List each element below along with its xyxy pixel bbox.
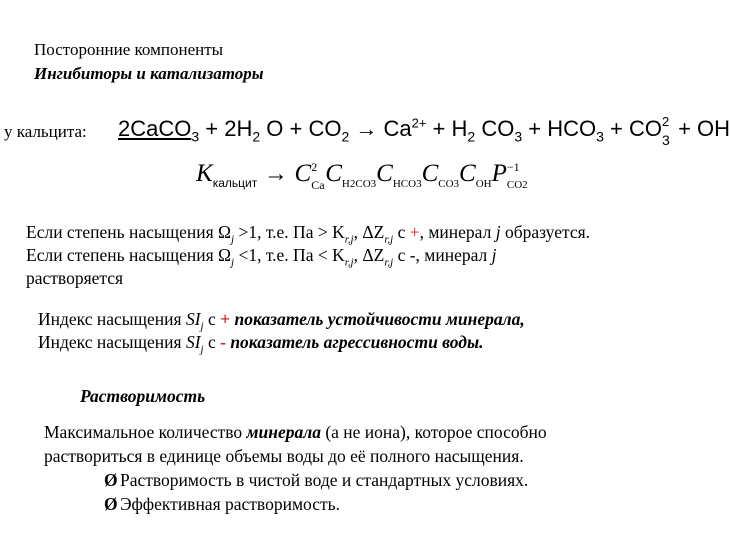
calcite-label: у кальцита: bbox=[4, 122, 87, 141]
index-line-negative: Индекс насыщения $SI_j$ с - показатель агрессивности воды. bbox=[38, 332, 484, 356]
header-line2: Ингибиторы и катализаторы bbox=[34, 64, 264, 83]
bullet-item-2: Ø Эффективная растворимость. bbox=[104, 494, 340, 514]
solubility-title: Растворимость bbox=[80, 386, 206, 406]
saturation-line3: растворяется bbox=[26, 268, 124, 288]
solubility-para-line2: раствориться в единице объемы воды до её полного насыщения. bbox=[44, 446, 524, 466]
solubility-para-line1: Максимальное количество минерала (а не иона), которое способно bbox=[44, 422, 547, 442]
k-expression: $K_{кальцит} \to C$ 2 Ca $C_{H2CO3}C_{HCO3}C_{CO3}C_{OH}P$ −1 CO2 bbox=[196, 160, 528, 192]
arrow-bullet-icon: Ø bbox=[104, 494, 118, 514]
saturation-line2: Если степень насыщения $\Omega_j <1$, т.е. Па < $K_{r,j}$, $\Delta Z_{r,j}$ с -, минерал j bbox=[26, 245, 497, 269]
bullet-item-1: Ø Растворимость в чистой воде и стандартных условиях. bbox=[104, 470, 529, 490]
index-line-positive: Индекс насыщения $SI_j$ с + показатель устойчивости минерала, bbox=[38, 309, 525, 333]
saturation-line1: Если степень насыщения $\Omega_j >1$, т.е. Па > $K_{r,j}$, $\Delta Z_{r,j}$ с +, минерал j образуется. bbox=[26, 222, 591, 246]
header-line1: Посторонние компоненты bbox=[34, 40, 224, 59]
arrow-bullet-icon: Ø bbox=[104, 470, 118, 490]
calcite-equation: 2CaCO$_3$ + $2H_2$ $O + CO_2 \to Ca^{2+} + H_2$ $CO_3 + HCO_3$ + CO 2 3 + OH bbox=[118, 114, 730, 148]
